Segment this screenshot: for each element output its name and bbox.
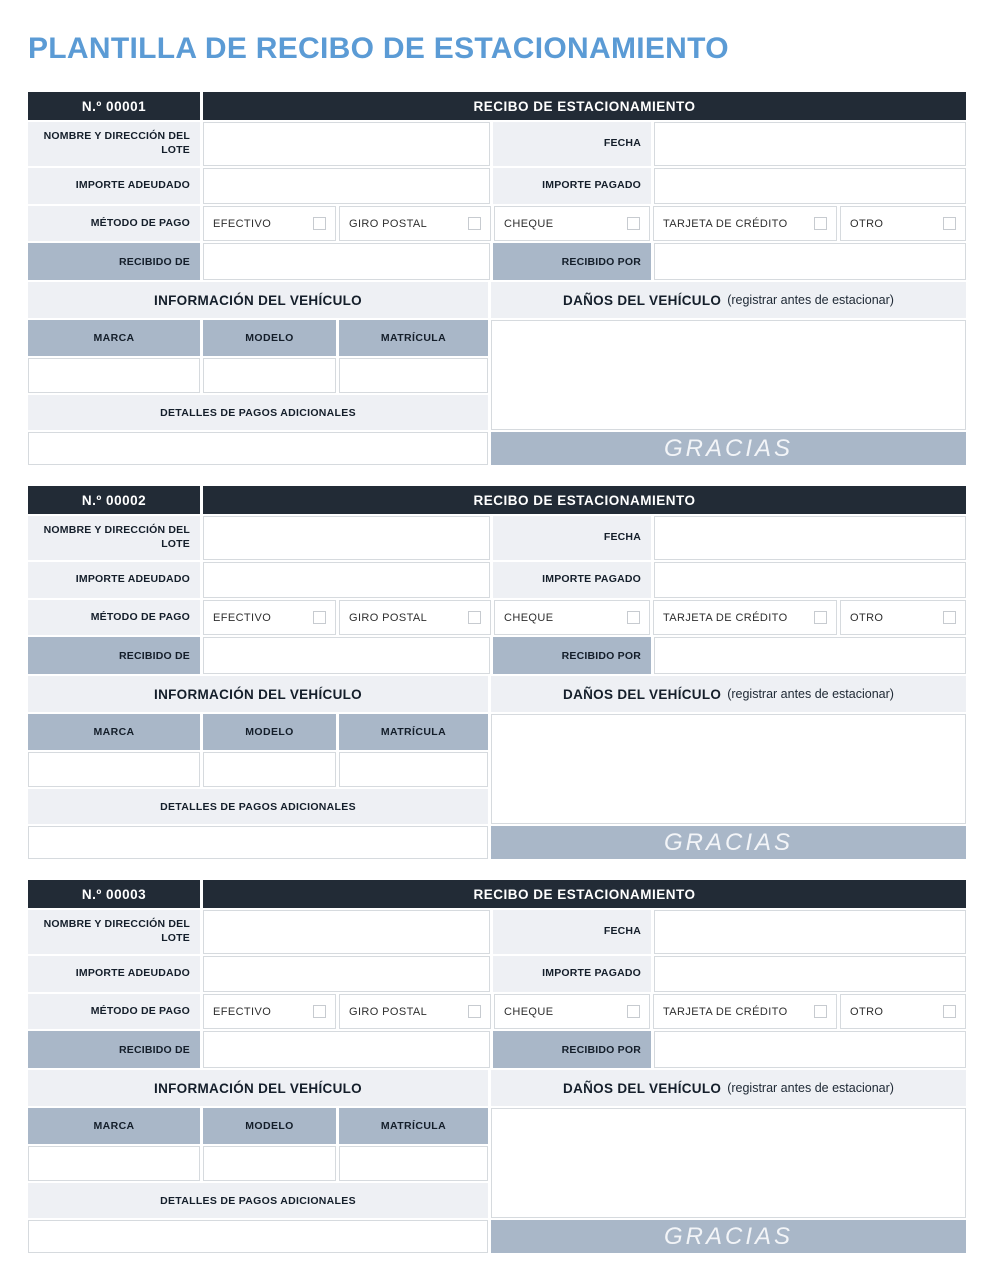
vehicle-damage-header	[491, 282, 966, 318]
matricula-header: MATRÍCULA	[339, 1108, 488, 1144]
payment-option-cheque	[494, 994, 650, 1029]
modelo-header: MODELO	[203, 1108, 336, 1144]
fecha-label: FECHA	[493, 910, 651, 954]
damage-notes-input[interactable]	[491, 320, 966, 430]
page-title: PLANTILLA DE RECIBO DE ESTACIONAMIENTO	[28, 32, 729, 65]
payment-option-cheque	[494, 600, 650, 635]
importe-pagado-label: IMPORTE PAGADO	[493, 168, 651, 204]
vehicle-info-header: INFORMACIÓN DEL VEHÍCULO	[28, 676, 488, 712]
vehicle-section	[28, 676, 966, 859]
importe-adeudado-label: IMPORTE ADEUDADO	[28, 956, 200, 992]
payment-option-tarjeta	[653, 994, 837, 1029]
importe-adeudado-input[interactable]	[203, 956, 490, 992]
marca-header: MARCA	[28, 1108, 200, 1144]
metodo-de-pago-label: MÉTODO DE PAGO	[28, 994, 200, 1029]
vehicle-columns-header-row	[28, 320, 488, 356]
giro-postal-checkbox[interactable]	[468, 1005, 481, 1018]
receipt-number: N.º 00002	[28, 486, 200, 514]
vehicle-damage-title: DAÑOS DEL VEHÍCULO	[563, 686, 722, 702]
vehicle-section	[28, 282, 966, 465]
receipt-number: N.º 00001	[28, 92, 200, 120]
modelo-header: MODELO	[203, 714, 336, 750]
vehicle-section	[28, 1070, 966, 1253]
vehicle-damage-header	[491, 1070, 966, 1106]
payment-method-row	[28, 600, 966, 635]
importe-pagado-input[interactable]	[654, 168, 966, 204]
received-row	[28, 637, 966, 674]
additional-details-input[interactable]	[28, 432, 488, 465]
metodo-de-pago-label: MÉTODO DE PAGO	[28, 206, 200, 241]
efectivo-checkbox[interactable]	[313, 611, 326, 624]
fecha-label: FECHA	[493, 122, 651, 166]
amount-row	[28, 562, 966, 598]
damage-notes-input[interactable]	[491, 1108, 966, 1218]
tarjeta-checkbox[interactable]	[814, 217, 827, 230]
payment-option-label: EFECTIVO	[213, 611, 272, 624]
matricula-header: MATRÍCULA	[339, 714, 488, 750]
importe-pagado-input[interactable]	[654, 956, 966, 992]
recibido-por-input[interactable]	[654, 243, 966, 280]
additional-details-header: DETALLES DE PAGOS ADICIONALES	[28, 789, 488, 824]
modelo-input[interactable]	[203, 1146, 336, 1181]
vehicle-info-column	[28, 676, 488, 859]
payment-option-otro	[840, 206, 966, 241]
vehicle-columns-header-row	[28, 1108, 488, 1144]
efectivo-checkbox[interactable]	[313, 1005, 326, 1018]
cheque-checkbox[interactable]	[627, 611, 640, 624]
payment-option-efectivo	[203, 600, 336, 635]
matricula-input[interactable]	[339, 358, 488, 393]
lot-name-label: NOMBRE Y DIRECCIÓN DEL LOTE	[28, 122, 200, 166]
vehicle-inputs-row	[28, 752, 488, 787]
payment-option-efectivo	[203, 206, 336, 241]
matricula-header: MATRÍCULA	[339, 320, 488, 356]
recibido-por-input[interactable]	[654, 637, 966, 674]
recibido-por-input[interactable]	[654, 1031, 966, 1068]
gracias-banner: GRACIAS	[491, 432, 966, 465]
importe-pagado-input[interactable]	[654, 562, 966, 598]
importe-adeudado-input[interactable]	[203, 168, 490, 204]
payment-option-label: GIRO POSTAL	[349, 1005, 428, 1018]
fecha-input[interactable]	[654, 910, 966, 954]
otro-checkbox[interactable]	[943, 611, 956, 624]
payment-option-label: CHEQUE	[504, 611, 554, 624]
giro-postal-checkbox[interactable]	[468, 217, 481, 230]
recibido-de-input[interactable]	[203, 637, 490, 674]
receipt-header-row	[28, 92, 966, 120]
recibido-de-label: RECIBIDO DE	[28, 1031, 200, 1068]
vehicle-damage-note: (registrar antes de estacionar)	[727, 687, 894, 701]
vehicle-info-header: INFORMACIÓN DEL VEHÍCULO	[28, 1070, 488, 1106]
vehicle-damage-column	[491, 1070, 966, 1253]
gracias-banner: GRACIAS	[491, 1220, 966, 1253]
fecha-input[interactable]	[654, 122, 966, 166]
marca-header: MARCA	[28, 320, 200, 356]
marca-input[interactable]	[28, 1146, 200, 1181]
payment-option-label: OTRO	[850, 1005, 884, 1018]
amount-row	[28, 956, 966, 992]
recibido-por-label: RECIBIDO POR	[493, 1031, 651, 1068]
vehicle-damage-title: DAÑOS DEL VEHÍCULO	[563, 292, 722, 308]
payment-option-otro	[840, 600, 966, 635]
vehicle-damage-header	[491, 676, 966, 712]
additional-details-input[interactable]	[28, 1220, 488, 1253]
tarjeta-checkbox[interactable]	[814, 1005, 827, 1018]
payment-option-tarjeta	[653, 206, 837, 241]
vehicle-damage-column	[491, 676, 966, 859]
payment-option-giro-postal	[339, 600, 491, 635]
payment-option-giro-postal	[339, 994, 491, 1029]
receipt-title: RECIBO DE ESTACIONAMIENTO	[203, 880, 966, 908]
gracias-banner: GRACIAS	[491, 826, 966, 859]
payment-method-row	[28, 206, 966, 241]
lot-row	[28, 516, 966, 560]
fecha-input[interactable]	[654, 516, 966, 560]
lot-name-label: NOMBRE Y DIRECCIÓN DEL LOTE	[28, 516, 200, 560]
payment-option-cheque	[494, 206, 650, 241]
metodo-de-pago-label: MÉTODO DE PAGO	[28, 600, 200, 635]
modelo-header: MODELO	[203, 320, 336, 356]
cheque-checkbox[interactable]	[627, 217, 640, 230]
recibido-por-label: RECIBIDO POR	[493, 243, 651, 280]
recibido-por-label: RECIBIDO POR	[493, 637, 651, 674]
additional-details-header: DETALLES DE PAGOS ADICIONALES	[28, 1183, 488, 1218]
importe-adeudado-input[interactable]	[203, 562, 490, 598]
lot-row	[28, 910, 966, 954]
lot-row	[28, 122, 966, 166]
importe-pagado-label: IMPORTE PAGADO	[493, 562, 651, 598]
receipt-card-2	[28, 486, 966, 859]
additional-details-input[interactable]	[28, 826, 488, 859]
recibido-de-label: RECIBIDO DE	[28, 637, 200, 674]
giro-postal-checkbox[interactable]	[468, 611, 481, 624]
additional-details-header: DETALLES DE PAGOS ADICIONALES	[28, 395, 488, 430]
payment-option-efectivo	[203, 994, 336, 1029]
payment-option-label: EFECTIVO	[213, 1005, 272, 1018]
receipt-card-1	[28, 92, 966, 465]
payment-option-label: GIRO POSTAL	[349, 217, 428, 230]
receipt-card-3	[28, 880, 966, 1253]
receipt-number: N.º 00003	[28, 880, 200, 908]
received-row	[28, 1031, 966, 1068]
payment-option-label: CHEQUE	[504, 217, 554, 230]
payment-option-tarjeta	[653, 600, 837, 635]
vehicle-damage-note: (registrar antes de estacionar)	[727, 1081, 894, 1095]
payment-option-label: TARJETA DE CRÉDITO	[663, 611, 788, 624]
payment-option-label: TARJETA DE CRÉDITO	[663, 1005, 788, 1018]
importe-adeudado-label: IMPORTE ADEUDADO	[28, 562, 200, 598]
otro-checkbox[interactable]	[943, 217, 956, 230]
importe-adeudado-label: IMPORTE ADEUDADO	[28, 168, 200, 204]
recibido-de-input[interactable]	[203, 1031, 490, 1068]
vehicle-inputs-row	[28, 358, 488, 393]
receipt-header-row	[28, 486, 966, 514]
payment-option-label: GIRO POSTAL	[349, 611, 428, 624]
vehicle-info-column	[28, 282, 488, 465]
payment-option-label: TARJETA DE CRÉDITO	[663, 217, 788, 230]
vehicle-damage-note: (registrar antes de estacionar)	[727, 293, 894, 307]
otro-checkbox[interactable]	[943, 1005, 956, 1018]
lot-name-input[interactable]	[203, 516, 490, 560]
lot-name-input[interactable]	[203, 122, 490, 166]
vehicle-inputs-row	[28, 1146, 488, 1181]
modelo-input[interactable]	[203, 358, 336, 393]
lot-name-label: NOMBRE Y DIRECCIÓN DEL LOTE	[28, 910, 200, 954]
payment-option-giro-postal	[339, 206, 491, 241]
vehicle-damage-title: DAÑOS DEL VEHÍCULO	[563, 1080, 722, 1096]
fecha-label: FECHA	[493, 516, 651, 560]
payment-option-otro	[840, 994, 966, 1029]
receipt-header-row	[28, 880, 966, 908]
vehicle-info-column	[28, 1070, 488, 1253]
receipt-title: RECIBO DE ESTACIONAMIENTO	[203, 92, 966, 120]
received-row	[28, 243, 966, 280]
importe-pagado-label: IMPORTE PAGADO	[493, 956, 651, 992]
cheque-checkbox[interactable]	[627, 1005, 640, 1018]
damage-notes-input[interactable]	[491, 714, 966, 824]
payment-option-label: OTRO	[850, 611, 884, 624]
payment-option-label: OTRO	[850, 217, 884, 230]
recibido-de-input[interactable]	[203, 243, 490, 280]
amount-row	[28, 168, 966, 204]
marca-header: MARCA	[28, 714, 200, 750]
modelo-input[interactable]	[203, 752, 336, 787]
lot-name-input[interactable]	[203, 910, 490, 954]
vehicle-info-header: INFORMACIÓN DEL VEHÍCULO	[28, 282, 488, 318]
receipt-title: RECIBO DE ESTACIONAMIENTO	[203, 486, 966, 514]
payment-option-label: CHEQUE	[504, 1005, 554, 1018]
marca-input[interactable]	[28, 752, 200, 787]
marca-input[interactable]	[28, 358, 200, 393]
recibido-de-label: RECIBIDO DE	[28, 243, 200, 280]
vehicle-damage-column	[491, 282, 966, 465]
tarjeta-checkbox[interactable]	[814, 611, 827, 624]
payment-method-row	[28, 994, 966, 1029]
efectivo-checkbox[interactable]	[313, 217, 326, 230]
matricula-input[interactable]	[339, 752, 488, 787]
vehicle-columns-header-row	[28, 714, 488, 750]
payment-option-label: EFECTIVO	[213, 217, 272, 230]
matricula-input[interactable]	[339, 1146, 488, 1181]
